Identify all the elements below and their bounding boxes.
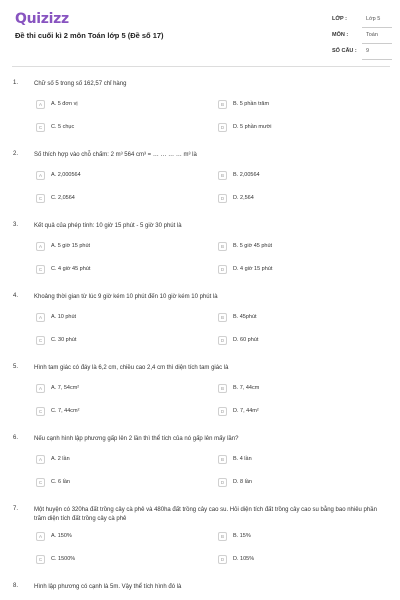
option-letter-box: B — [218, 313, 227, 322]
meta-value-class: Lớp 5 — [366, 16, 381, 22]
option-letter-box: B — [218, 455, 227, 464]
option-letter-box: C — [36, 555, 45, 564]
option-text: D. 2,564 — [233, 195, 254, 201]
question-5 — [0, 360, 400, 431]
option-letter-box: A — [36, 242, 45, 251]
meta-row-subject — [332, 30, 392, 46]
question-6 — [0, 431, 400, 502]
option-letter-box: B — [218, 242, 227, 251]
option-text: D. 7, 44m² — [233, 408, 259, 414]
option-letter-box: D — [218, 123, 227, 132]
option-letter-box: D — [218, 555, 227, 564]
option-text: C. 6 lần — [51, 479, 70, 485]
header-divider — [12, 66, 390, 67]
option-text: A. 10 phút — [51, 314, 77, 320]
question-8 — [0, 579, 400, 599]
option-text: A. 5 đơn vị — [51, 101, 78, 107]
page-title: Đề thi cuối kì 2 môn Toán lớp 5 (Đề số 17) — [15, 31, 164, 40]
option-text: A. 2 lần — [51, 456, 70, 462]
option-text: B. 5 phần trăm — [233, 101, 270, 107]
option-text: D. 5 phần mười — [233, 124, 272, 130]
question-number: 8. — [13, 583, 19, 589]
question-text: Khoảng thời gian từ lúc 9 giờ kém 10 phút đến 10 giờ kém 10 phút là — [34, 294, 218, 300]
option-letter-box: A — [36, 455, 45, 464]
option-letter-box: A — [36, 532, 45, 541]
question-number: 3. — [13, 222, 19, 228]
question-text: Hình tam giác có đáy là 6,2 cm, chiều cao 2,4 cm thì diện tích tam giác là — [34, 365, 229, 371]
question-1 — [0, 76, 400, 147]
question-4 — [0, 289, 400, 360]
meta-row-class — [332, 14, 392, 30]
option-text: C. 2,0564 — [51, 195, 75, 201]
option-text: B. 7, 44cm — [233, 385, 260, 391]
option-text: A. 5 giờ 15 phút — [51, 243, 91, 249]
question-number: 5. — [13, 364, 19, 370]
meta-underline — [362, 43, 392, 44]
option-text: B. 15% — [233, 533, 251, 539]
meta-label-class: LỚP : — [332, 16, 347, 22]
option-text: C. 4 giờ 45 phút — [51, 266, 91, 272]
option-letter-box: C — [36, 478, 45, 487]
option-letter-box: C — [36, 265, 45, 274]
option-letter-box: C — [36, 407, 45, 416]
option-text: A. 150% — [51, 533, 72, 539]
option-letter-box: D — [218, 336, 227, 345]
question-number: 1. — [13, 80, 19, 86]
option-letter-box: A — [36, 171, 45, 180]
question-number: 7. — [13, 506, 19, 512]
question-number: 6. — [13, 435, 19, 441]
option-text: D. 60 phút — [233, 337, 259, 343]
meta-underline — [362, 59, 392, 60]
option-letter-box: B — [218, 384, 227, 393]
meta-underline — [362, 27, 392, 28]
option-letter-box: C — [36, 123, 45, 132]
option-text: B. 5 giờ 45 phút — [233, 243, 273, 249]
option-text: B. 45phút — [233, 314, 257, 320]
option-letter-box: D — [218, 194, 227, 203]
option-letter-box: B — [218, 532, 227, 541]
question-text: Nếu cạnh hình lập phương gấp lên 2 lần thì thể tích của nó gấp lên mấy lần? — [34, 436, 239, 442]
question-2 — [0, 147, 400, 218]
meta-label-subject: MÔN : — [332, 32, 349, 38]
question-text: Kết quả của phép tính: 10 giờ 15 phút - 5 giờ 30 phút là — [34, 223, 182, 229]
question-7 — [0, 502, 400, 579]
option-letter-box: B — [218, 171, 227, 180]
question-3 — [0, 218, 400, 289]
option-text: A. 7, 54cm² — [51, 385, 80, 391]
option-text: C. 7, 44cm² — [51, 408, 80, 414]
option-letter-box: D — [218, 478, 227, 487]
option-letter-box: D — [218, 265, 227, 274]
option-text: B. 4 lần — [233, 456, 252, 462]
option-text: D. 105% — [233, 556, 255, 562]
question-text: Một huyện có 320ha đất trồng cây cà phê và 480ha đất trồng cây cao su. Hỏi diện tích đất trồng cây cao su bằng bao nhiêu phần trăm diện tích đất trồng cây cà phê — [34, 507, 377, 522]
option-letter-box: B — [218, 100, 227, 109]
question-text: Số thích hợp vào chỗ chấm: 2 m³ 564 cm³ = … … … … m³ là — [34, 152, 197, 158]
option-letter-box: A — [36, 100, 45, 109]
option-text: C. 30 phút — [51, 337, 77, 343]
meta-row-count — [332, 46, 392, 62]
question-text: Hình lập phương có cạnh là 5m. Vậy thể tích hình đó là — [34, 584, 182, 590]
question-text: Chữ số 5 trong số 162,57 chỉ hàng — [34, 81, 127, 87]
option-letter-box: A — [36, 313, 45, 322]
meta-value-count: 9 — [366, 48, 370, 54]
option-text: C. 5 chục — [51, 124, 75, 130]
option-letter-box: A — [36, 384, 45, 393]
option-letter-box: C — [36, 194, 45, 203]
question-list — [0, 76, 400, 599]
option-letter-box: D — [218, 407, 227, 416]
meta-label-count: SỐ CÂU : — [332, 48, 357, 54]
quizizz-logo: Quizizz — [15, 11, 69, 27]
question-number: 2. — [13, 151, 19, 157]
question-number: 4. — [13, 293, 19, 299]
option-text: B. 2,00564 — [233, 172, 260, 178]
meta-value-subject: Toán — [366, 32, 378, 38]
meta-info — [332, 14, 392, 62]
option-text: C. 1500% — [51, 556, 76, 562]
option-text: A. 2,000564 — [51, 172, 81, 178]
option-text: D. 8 lần — [233, 479, 252, 485]
worksheet-header — [0, 0, 400, 68]
option-letter-box: C — [36, 336, 45, 345]
option-text: D. 4 giờ 15 phút — [233, 266, 273, 272]
